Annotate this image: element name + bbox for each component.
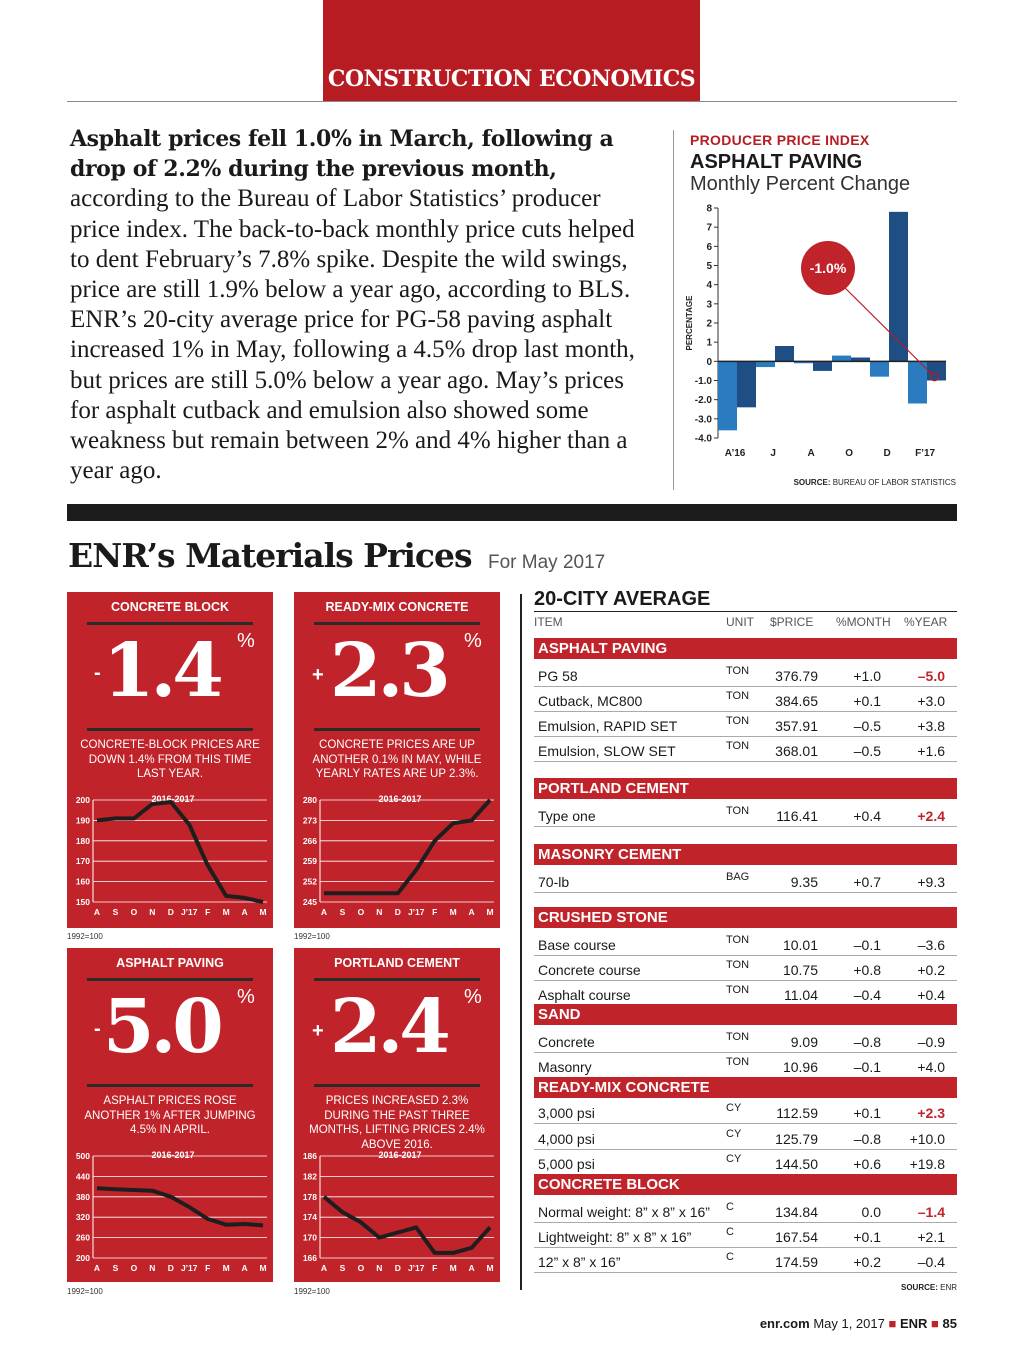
table-row [534,1198,957,1223]
cell-unit: C [726,1226,734,1238]
cell-item: Cutback, MC800 [538,693,643,709]
ppi-bar [889,212,908,361]
card-sign: - [94,1018,101,1040]
cell-year-change: +9.3 [917,874,945,890]
ppi-x-tick-label: A’16 [724,448,746,459]
mini-x-tick-label: A [93,1263,101,1273]
table-source [534,1283,957,1292]
cell-month-change: +0.6 [853,1156,881,1172]
cell-unit: C [726,1201,734,1213]
cell-unit: C [726,1251,734,1263]
header-rule [67,101,957,102]
mini-y-tick-label: 500 [75,1151,90,1161]
ppi-bar-chart [680,198,960,466]
card-rule [314,728,480,731]
footer-square-icon: ■ [888,1316,897,1331]
cell-month-change: –0.8 [853,1034,881,1050]
intro-lead: Asphalt prices fell 1.0% in March, following a drop of 2.2% during the previous month, [70,126,614,183]
cell-price: 144.50 [775,1156,818,1172]
cell-price: 357.91 [775,718,818,734]
table-section-header: CONCRETE BLOCK [534,1174,957,1195]
mini-chart-title: 2016-2017 [378,1150,422,1160]
mini-y-tick-label: 182 [302,1171,317,1182]
mini-x-tick-label: J’17 [407,907,425,917]
card-description: PRICES INCREASED 2.3% DURING THE PAST THREE MONTHS, LIFTING PRICES 2.4% ABOVE 2016. [309,1095,485,1151]
card-title: CONCRETE BLOCK [110,600,230,614]
cell-item: Type one [538,808,596,824]
table-rule [520,594,522,1290]
cell-month-change: –0.1 [853,1059,881,1075]
ppi-y-tick-label: 0 [706,356,712,368]
cell-unit: TON [726,690,750,702]
cell-unit: CY [726,1102,742,1114]
mini-y-tick-label: 440 [75,1171,90,1182]
card-percent-sign: % [237,630,255,652]
ppi-bar [756,361,775,367]
cell-year-change: +10.0 [909,1131,945,1147]
ppi-y-tick-label: 2 [706,318,712,330]
cell-unit: TON [726,740,750,752]
card-base-note: 1992=100 [294,1287,330,1296]
mini-x-tick-label: S [112,907,119,917]
mini-series-line [97,1188,263,1225]
card-mini-chart [294,1146,500,1276]
mini-y-tick-label: 150 [75,897,90,907]
mini-y-tick-label: 200 [75,795,90,805]
cell-year-change: +1.6 [917,743,945,759]
card-asphalt-paving [67,948,273,1282]
cell-month-change: –0.8 [853,1131,881,1147]
table-row [534,1150,957,1175]
ppi-y-tick-label: -4.0 [694,433,712,445]
cell-year-change: +3.0 [917,693,945,709]
mini-y-tick-label: 266 [302,835,317,846]
table-row [534,1028,957,1053]
cell-year-change: +3.8 [917,718,945,734]
mini-series-line [324,800,490,893]
table-section-header: SAND [534,1004,957,1025]
cell-item: 5,000 psi [538,1156,595,1172]
cell-price: 10.96 [782,1059,818,1075]
cell-item: PG 58 [538,668,578,684]
mini-x-tick-label: D [167,1263,174,1273]
footer-site: enr.com [759,1316,810,1331]
card-rule [87,622,253,625]
ppi-kicker: PRODUCER PRICE INDEX [690,132,870,148]
cell-month-change: –0.4 [853,987,881,1003]
mini-x-tick-label: M [222,1263,230,1273]
cell-item: 3,000 psi [538,1105,595,1121]
card-percent-sign: % [464,630,482,652]
section-title: CONSTRUCTION ECONOMICS [327,66,696,92]
card-rule [314,1084,480,1087]
footer-square-icon: ■ [931,1316,939,1331]
section-divider [67,504,957,521]
ppi-bar [775,346,794,361]
cell-item: 4,000 psi [538,1131,595,1147]
cell-year-change: +0.2 [917,962,945,978]
cell-item: Normal weight: 8” x 8” x 16” [538,1204,710,1220]
ppi-subtitle: Monthly Percent Change [690,173,911,195]
table-row [534,1099,957,1124]
cell-unit: TON [726,984,750,996]
ppi-x-tick-label: O [845,448,853,459]
card-title: PORTLAND CEMENT [334,956,460,970]
ppi-title: ASPHALT PAVING [690,151,863,173]
cell-month-change: +0.4 [853,808,881,824]
mini-y-tick-label: 273 [302,815,317,826]
cell-item: Masonry [538,1059,592,1075]
cell-month-change: –0.1 [853,937,881,953]
intro-body: according to the Bureau of Labor Statistics’ producer price index. The back-to-back monthly price cuts helped to dent February’s 7.8% spike. Despite the wild swings, price are still 1.9% below a year ago, according to BLS. ENR’s 20-city average price for PG-58 paving asphalt increased 1% in May, following a 4.5% drop last month, but prices are still 5.0% below a year ago. May’s prices for asphalt cutback and emulsion also showed some weakness but remain between 2% and 4% higher than a year ago. [70,185,635,485]
cell-price: 384.65 [775,693,818,709]
card-percent-sign: % [464,986,482,1008]
card-mini-chart [67,1146,273,1276]
mini-x-tick-label: J’17 [180,907,198,917]
card-base-note: 1992=100 [294,932,330,941]
cell-price: 11.04 [784,987,818,1003]
mini-x-tick-label: D [394,907,401,917]
cell-unit: CY [726,1153,742,1165]
table-section-header: MASONRY CEMENT [534,844,957,865]
mini-chart-title: 2016-2017 [378,794,422,804]
page-footer [600,1316,957,1331]
card-portland-cement [294,948,500,1282]
ppi-bar [870,361,889,376]
mini-x-tick-label: M [222,907,230,917]
mini-x-tick-label: F [205,907,211,917]
ppi-y-tick-label: -3.0 [694,414,712,426]
cell-month-change: +0.1 [853,1229,881,1245]
cell-price: 167.54 [775,1229,818,1245]
table-row [534,737,957,762]
ppi-y-tick-label: -1.0 [694,376,712,387]
mini-x-tick-label: D [167,907,174,917]
cell-month-change: +0.1 [853,1105,881,1121]
card-rule [87,728,253,731]
cell-price: 368.01 [775,743,818,759]
ppi-source-text: BUREAU OF LABOR STATISTICS [832,478,956,487]
cell-unit: TON [726,1031,750,1043]
mini-x-tick-label: M [449,907,457,917]
mini-x-tick-label: M [449,1263,457,1273]
mini-series-line [324,1197,490,1253]
col-header-month: %MONTH [836,615,891,629]
card-title: ASPHALT PAVING [116,956,224,970]
mini-x-tick-label: O [357,907,365,917]
mini-x-tick-label: D [394,1263,401,1273]
ppi-x-tick-label: A [807,448,815,459]
cell-unit: TON [726,1056,750,1068]
cell-item: Lightweight: 8” x 8” x 16” [538,1229,692,1245]
cell-unit: TON [726,934,750,946]
mini-x-tick-label: A [93,907,101,917]
table-row [534,1223,957,1248]
cell-month-change: –0.5 [853,743,881,759]
cell-month-change: 0.0 [861,1204,881,1220]
card-description: ASPHALT PRICES ROSE ANOTHER 1% AFTER JUMPING 4.5% IN APRIL. [84,1095,256,1136]
cell-price: 9.35 [790,874,818,890]
cell-year-change: +2.3 [917,1105,945,1121]
cell-price: 125.79 [775,1131,818,1147]
cell-item: 12” x 8” x 16” [538,1254,621,1270]
card-rule [314,622,480,625]
card-base-note: 1992=100 [67,932,103,941]
mini-y-tick-label: 260 [75,1232,90,1243]
table-row [534,712,957,737]
card-description: CONCRETE PRICES ARE UP ANOTHER 0.1% IN MAY, WHILE YEARLY RATES ARE UP 2.3%. [312,739,482,780]
mini-x-tick-label: J’17 [407,1263,425,1273]
mini-x-tick-label: J’17 [180,1263,198,1273]
card-big-value: 2.4 [330,984,447,1070]
ppi-y-tick-label: 7 [706,222,712,234]
mini-x-tick-label: N [149,1263,156,1273]
table-row [534,662,957,687]
cell-year-change: +0.4 [917,987,945,1003]
table-source-label: SOURCE: [900,1283,938,1292]
mini-x-tick-label: A [468,907,475,917]
mini-y-tick-label: 380 [75,1191,90,1202]
mini-y-tick-label: 180 [75,835,90,846]
table-section-header: PORTLAND CEMENT [534,778,957,799]
mini-x-tick-label: F [432,1263,438,1273]
cell-month-change: +1.0 [853,668,881,684]
mini-y-tick-label: 170 [75,856,90,867]
col-header-item: ITEM [534,615,563,629]
mini-x-tick-label: O [130,1263,138,1273]
table-row [534,931,957,956]
cell-month-change: –0.5 [853,718,881,734]
cell-price: 134.84 [775,1204,818,1220]
mini-y-tick-label: 320 [75,1212,90,1223]
card-sign: - [94,662,101,684]
ppi-bar [927,361,946,380]
mini-x-tick-label: N [149,907,156,917]
cell-item: Base course [538,937,616,953]
cell-unit: BAG [726,871,750,883]
cell-item: Emulsion, SLOW SET [538,743,676,759]
cell-price: 10.01 [782,937,818,953]
ppi-y-tick-label: 4 [706,280,712,292]
ppi-source [690,478,956,487]
cell-price: 9.09 [790,1034,818,1050]
ppi-bar [718,361,737,430]
card-base-note: 1992=100 [67,1287,103,1296]
cell-month-change: +0.1 [853,693,881,709]
card-title: READY-MIX CONCRETE [325,600,469,614]
cell-year-change: +19.8 [909,1156,945,1172]
ppi-x-tick-label: D [883,448,891,459]
mini-x-tick-label: S [339,1263,346,1273]
cell-item: Asphalt course [538,987,631,1003]
mini-x-tick-label: M [486,907,494,917]
card-ready-mix-concrete [294,592,500,928]
card-big-value: 1.4 [103,628,220,714]
mini-x-tick-label: M [259,907,267,917]
table-section-header: ASPHALT PAVING [534,638,957,659]
col-header-unit: UNIT [726,615,754,629]
ppi-y-tick-label: 5 [706,261,712,272]
mini-y-tick-label: 174 [302,1212,317,1223]
ppi-bar [908,361,927,403]
mini-y-tick-label: 160 [75,876,90,887]
mini-y-tick-label: 245 [302,897,317,907]
ppi-x-tick-label: J [770,448,776,459]
card-concrete-block [67,592,273,928]
cell-year-change: +4.0 [917,1059,945,1075]
table-row [534,1053,957,1078]
mini-x-tick-label: S [339,907,346,917]
ppi-bar [832,356,851,362]
footer-page: 85 [942,1316,957,1331]
cell-month-change: +0.2 [853,1254,881,1270]
table-row [534,868,957,893]
intro-paragraph [70,124,655,486]
ppi-callout-label: -1.0% [809,260,847,276]
cell-unit: TON [726,715,750,727]
table-title-rule [534,611,957,612]
cell-price: 10.75 [782,962,818,978]
mini-chart-title: 2016-2017 [151,1150,195,1160]
table-source-text: ENR [940,1283,957,1292]
ppi-y-tick-label: 6 [706,241,712,253]
mini-x-tick-label: A [241,907,248,917]
column-rule [673,130,674,490]
mini-x-tick-label: O [357,1263,365,1273]
cell-price: 116.41 [776,808,818,824]
card-big-value: 2.3 [330,628,447,714]
cell-year-change: –0.4 [917,1254,945,1270]
ppi-y-tick-label: 1 [706,337,712,349]
mini-x-tick-label: O [130,907,138,917]
table-row [534,956,957,981]
table-section-header: READY-MIX CONCRETE [534,1077,957,1098]
cell-item: 70-lb [538,874,570,890]
cell-unit: TON [726,805,750,817]
cell-unit: TON [726,665,750,677]
card-description: CONCRETE-BLOCK PRICES ARE DOWN 1.4% FROM THIS TIME LAST YEAR. [80,739,260,780]
mini-y-tick-label: 166 [302,1253,317,1263]
table-row [534,1125,957,1150]
cell-year-change: –0.9 [917,1034,945,1050]
ppi-y-label: PERCENTAGE [685,295,694,351]
cell-year-change: –1.4 [917,1204,945,1220]
mini-x-tick-label: N [376,907,383,917]
ppi-source-label: SOURCE: [793,478,831,487]
cell-year-change: –3.6 [917,937,945,953]
table-row [534,687,957,712]
mini-y-tick-label: 252 [302,876,317,887]
card-percent-sign: % [237,986,255,1008]
card-rule [87,1084,253,1087]
footer-brand: ENR [899,1316,928,1331]
materials-title: ENR’s Materials Prices [68,536,472,575]
mini-x-tick-label: M [259,1263,267,1273]
ppi-x-tick-label: F’17 [915,448,936,459]
table-section-header: CRUSHED STONE [534,907,957,928]
mini-x-tick-label: M [486,1263,494,1273]
mini-x-tick-label: F [205,1263,211,1273]
card-rule [314,978,480,981]
cell-unit: TON [726,959,750,971]
ppi-y-tick-label: 8 [706,203,712,215]
col-header-year: %YEAR [904,615,948,629]
mini-series-line [97,802,263,902]
ppi-y-tick-label: 3 [706,299,712,311]
cell-item: Emulsion, RAPID SET [538,718,678,734]
card-rule [87,978,253,981]
cell-price: 112.59 [776,1105,818,1121]
card-mini-chart [67,790,273,920]
mini-x-tick-label: N [376,1263,383,1273]
mini-x-tick-label: F [432,907,438,917]
table-row [534,981,957,1006]
card-mini-chart [294,790,500,920]
col-header-price: $PRICE [770,615,814,629]
mini-y-tick-label: 186 [302,1151,317,1161]
cell-year-change: +2.4 [917,808,945,824]
mini-y-tick-label: 259 [302,856,317,867]
mini-y-tick-label: 200 [75,1253,90,1263]
table-row [534,802,957,827]
mini-x-tick-label: A [320,1263,328,1273]
mini-y-tick-label: 190 [75,815,90,826]
mini-y-tick-label: 280 [302,795,317,805]
card-sign: + [312,664,324,686]
cell-year-change: +2.1 [917,1229,945,1245]
cell-price: 376.79 [775,668,818,684]
cell-price: 174.59 [775,1254,818,1270]
cell-item: Concrete [538,1034,595,1050]
mini-x-tick-label: A [241,1263,248,1273]
cell-month-change: +0.8 [853,962,881,978]
table-title: 20-CITY AVERAGE [534,588,711,610]
ppi-bar [737,361,756,407]
ppi-bar [813,361,832,371]
cell-year-change: –5.0 [917,668,945,684]
mini-chart-title: 2016-2017 [151,794,195,804]
ppi-y-tick-label: -2.0 [694,395,712,407]
card-big-value: 5.0 [103,984,220,1070]
mini-x-tick-label: A [320,907,328,917]
materials-subtitle: For May 2017 [488,552,606,573]
mini-y-tick-label: 170 [302,1232,317,1243]
footer-date: May 1, 2017 [813,1316,885,1331]
cell-item: Concrete course [538,962,641,978]
mini-x-tick-label: S [112,1263,119,1273]
table-row [534,1248,957,1273]
card-sign: + [312,1020,324,1042]
mini-y-tick-label: 178 [302,1191,317,1202]
cell-month-change: +0.7 [853,874,881,890]
mini-x-tick-label: A [468,1263,475,1273]
cell-unit: CY [726,1128,742,1140]
